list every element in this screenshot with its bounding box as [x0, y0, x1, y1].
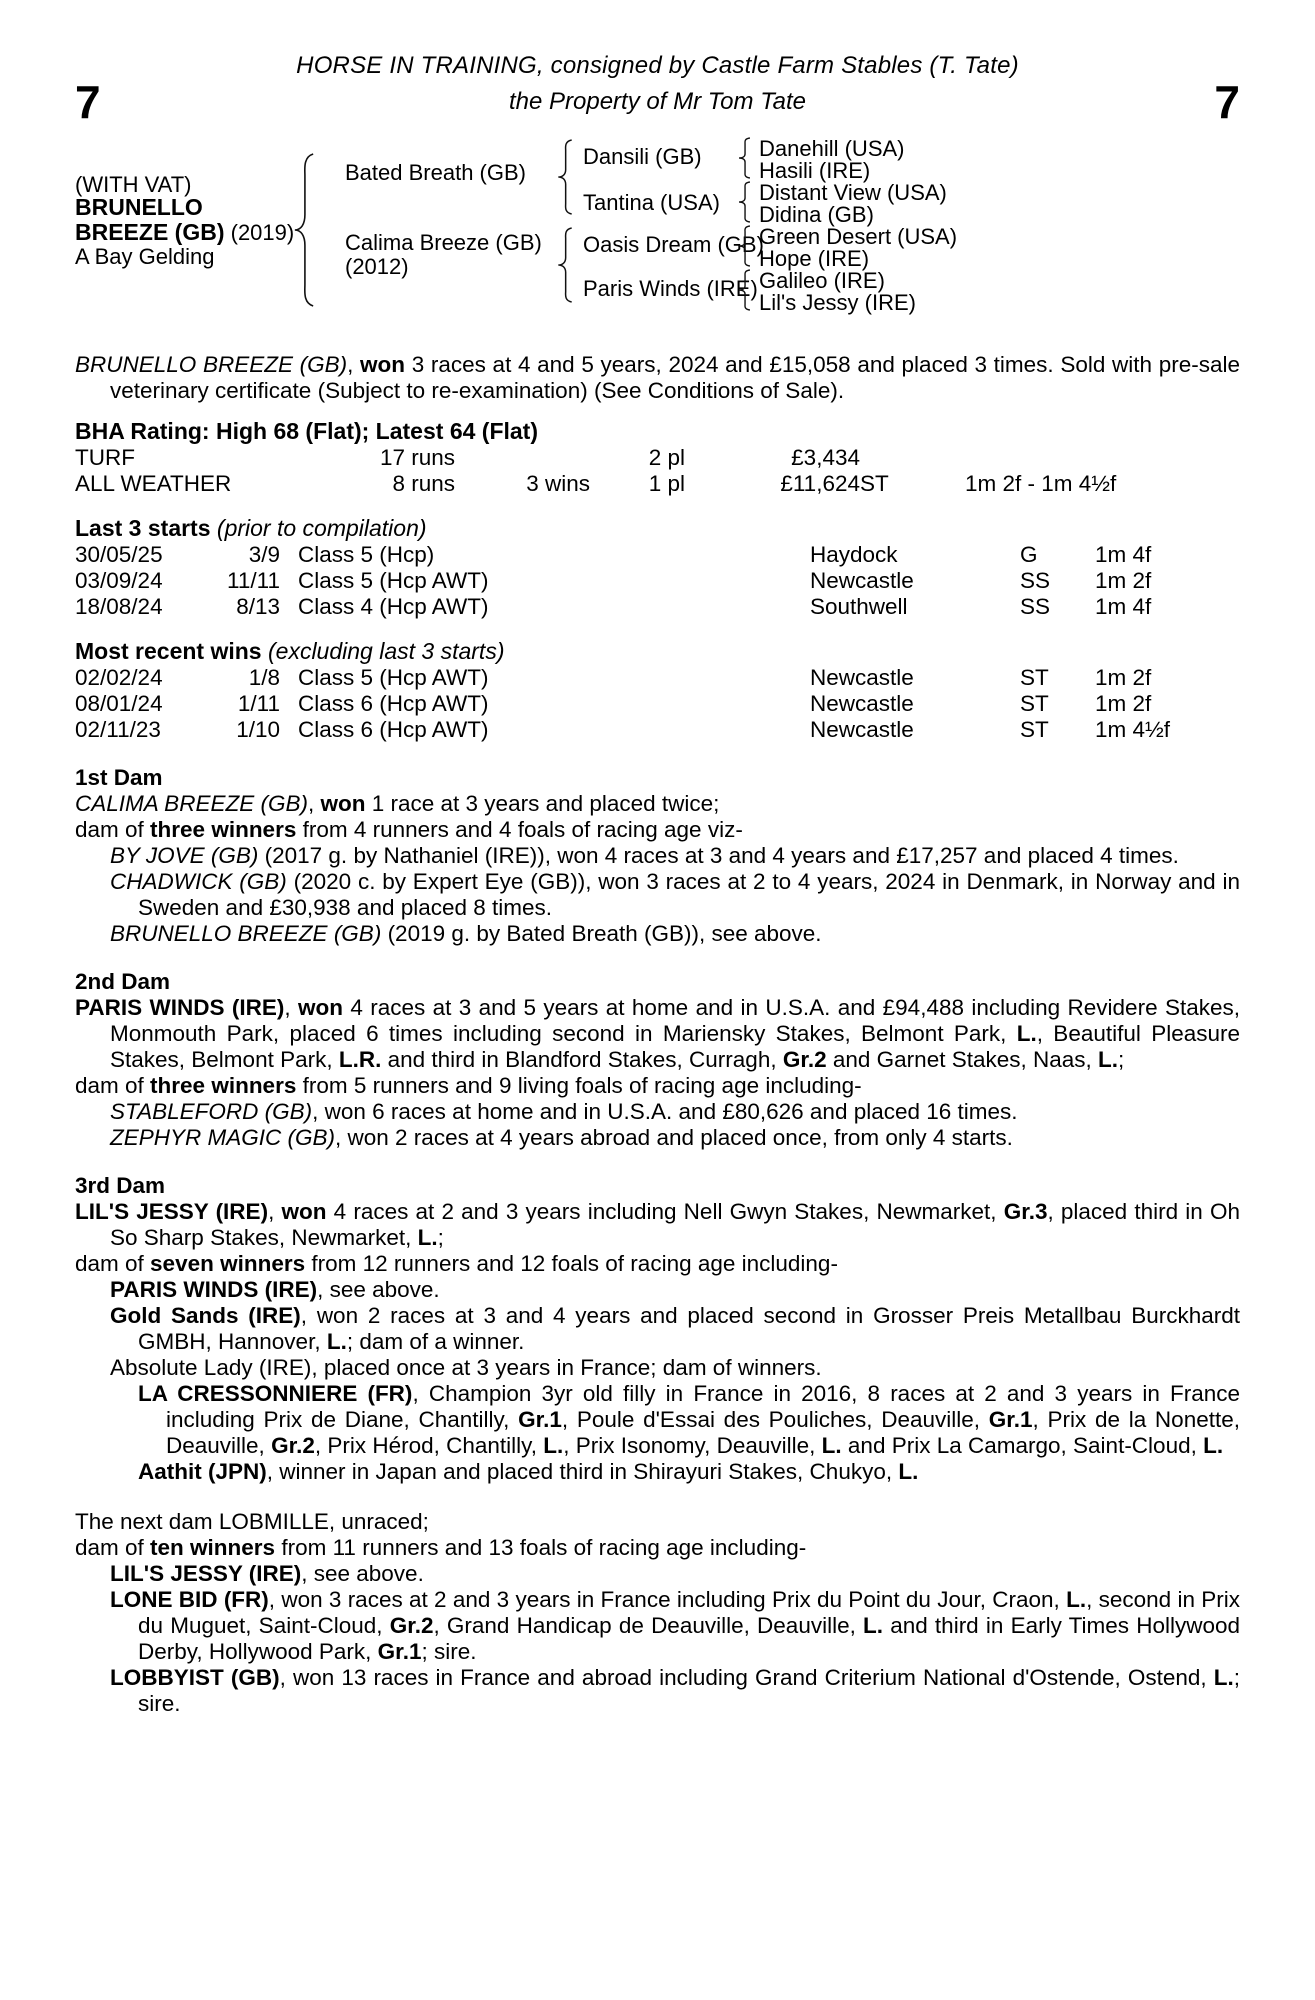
text-segment: from 12 runners and 12 foals of racing age including-: [305, 1251, 838, 1276]
race-stats-table: [75, 445, 1240, 497]
third-dam-section: [75, 1173, 1240, 1485]
text-segment: won: [297, 995, 343, 1020]
form-course: Newcastle: [810, 691, 914, 716]
form-distance: 1m 4f: [1095, 542, 1152, 567]
text-segment: Gr.1: [988, 1407, 1033, 1432]
text-segment: , Prix de la Nonette, Deauville,: [166, 1407, 1240, 1458]
horse-name: BREEZE (GB): [75, 219, 225, 245]
text-segment: 4 races at 2 and 3 years including Nell Gwyn Stakes, Newmarket,: [326, 1199, 1004, 1224]
text-segment: Gr.2: [271, 1433, 315, 1458]
consignor-line: HORSE IN TRAINING, consigned by Castle Farm Stables (T. Tate): [296, 52, 1019, 79]
pedigree-paragraph: [75, 1459, 1240, 1485]
text-segment: , Beautiful Pleasure Stakes, Belmont Park,: [110, 1021, 1240, 1072]
pedigree-paragraph: [75, 921, 1240, 947]
pedigree-paragraph: [75, 1251, 1240, 1277]
property-line: the Property of Mr Tom Tate: [508, 88, 807, 115]
text-segment: L.: [1016, 1021, 1037, 1046]
horse-description: A Bay Gelding: [75, 244, 215, 269]
text-segment: won: [281, 1199, 327, 1224]
pedigree-paragraph: [75, 1561, 1240, 1587]
text-segment: PARIS WINDS (IRE): [75, 995, 285, 1020]
pedigree-paragraph: [75, 1125, 1240, 1151]
text-segment: dam of: [75, 1535, 151, 1560]
text-segment: and Prix La Camargo, Saint-Cloud,: [841, 1433, 1204, 1458]
pedigree-paragraph: [75, 1277, 1240, 1303]
text-segment: L.R.: [338, 1047, 382, 1072]
form-course: Newcastle: [810, 568, 914, 593]
stats-placed: 1 pl: [648, 471, 685, 496]
text-segment: Gr.1: [518, 1407, 562, 1432]
text-segment: and Garnet Stakes, Naas,: [826, 1047, 1099, 1072]
first-dam-section: [75, 765, 1240, 947]
text-segment: ZEPHYR MAGIC (GB): [110, 1125, 336, 1150]
pedigree-paragraph: [75, 869, 1240, 921]
stats-placed: 2 pl: [648, 445, 685, 470]
pedigree-paragraph: [75, 1073, 1240, 1099]
text-segment: (2020 c. by Expert Eye (GB)), won 3 races at 2 to 4 years, 2024 in Denmark, in Norway and in Sweden and £30,938 and placed 8 times.: [138, 869, 1240, 920]
text-segment: , won 2 races at 3 and 4 years and placed second in Grosser Preis Metallbau Burckhardt GMBH, Hannover,: [138, 1303, 1240, 1354]
pedigree-paragraph: [75, 995, 1240, 1073]
text-segment: LIL'S JESSY (IRE): [110, 1561, 302, 1586]
text-segment: (2019 g. by Bated Breath (GB)), see above.: [381, 921, 822, 946]
text-segment: Gr.3: [1003, 1199, 1048, 1224]
text-segment: L.: [326, 1329, 347, 1354]
pedigree-name-gen3: Hope (IRE): [759, 246, 870, 271]
stats-wins: 3 wins: [526, 471, 590, 496]
pedigree-name-gen2: Oasis Dream (GB): [583, 232, 764, 257]
text-segment: L.: [417, 1225, 438, 1250]
pedigree-name-gen3: Hasili (IRE): [759, 158, 871, 183]
text-segment: ,: [284, 995, 298, 1020]
text-segment: ,: [268, 1199, 282, 1224]
text-segment: ,: [347, 352, 361, 377]
pedigree-paragraph: [75, 1381, 1240, 1459]
text-segment: Gold Sands (IRE): [110, 1303, 301, 1328]
form-course: Haydock: [810, 542, 898, 567]
form-section-title: [75, 638, 1240, 665]
pedigree-name-gen2: Paris Winds (IRE): [583, 276, 758, 301]
dam-paragraphs: [75, 995, 1240, 1151]
horse-name-line1: BRUNELLO: [75, 194, 203, 220]
form-course: Newcastle: [810, 665, 914, 690]
pedigree-name-gen3: Galileo (IRE): [759, 268, 885, 293]
intro-paragraph: [75, 352, 1240, 404]
form-class: Class 5 (Hcp AWT): [298, 665, 489, 690]
form-table: [75, 665, 1240, 743]
text-segment: Gr.2: [782, 1047, 827, 1072]
pedigree-name-gen3: Green Desert (USA): [759, 224, 958, 249]
text-segment: , placed third in Oh So Sharp Stakes, Newmarket,: [110, 1199, 1240, 1250]
pedigree-name-gen3: Didina (GB): [759, 202, 874, 227]
pedigree-paragraph: [75, 1199, 1240, 1251]
form-going: ST: [1020, 691, 1049, 716]
form-position: 1/8: [248, 665, 280, 690]
text-segment: dam of: [75, 1073, 151, 1098]
lot-number-right: 7: [1214, 76, 1240, 128]
pedigree-paragraph: [75, 791, 1240, 817]
form-position: 11/11: [227, 568, 280, 593]
next-dam-section: [75, 1509, 1240, 1717]
page-content: [75, 0, 1240, 1717]
horse-name-line2: [75, 221, 294, 244]
text-segment: L.: [543, 1433, 564, 1458]
pedigree-brace: [738, 138, 751, 178]
text-segment: PARIS WINDS (IRE): [110, 1277, 318, 1302]
pedigree-paragraph: [75, 1535, 1240, 1561]
text-segment: , Champion 3yr old filly in France in 2016, 8 races at 2 and 3 years in France including Prix de Diane, Chantilly,: [166, 1381, 1241, 1432]
text-segment: L.: [1098, 1047, 1119, 1072]
stats-earnings: £3,434: [791, 445, 860, 470]
form-position: 1/10: [236, 717, 280, 742]
pedigree-paragraph: [75, 1099, 1240, 1125]
form-distance: 1m 4f: [1095, 594, 1152, 619]
stats-wins: [455, 445, 590, 471]
pedigree-brace: [293, 154, 315, 306]
form-position: 1/11: [237, 691, 280, 716]
header-row: [75, 76, 1240, 128]
text-segment: Absolute Lady (IRE), placed once at 3 years in France; dam of winners.: [110, 1355, 822, 1380]
text-segment: and third in Early Times Hollywood Derby, Hollywood Park,: [138, 1613, 1240, 1664]
pedigree-paragraph: [75, 1303, 1240, 1355]
text-segment: LONE BID (FR): [110, 1587, 269, 1612]
text-segment: ;: [1118, 1047, 1125, 1072]
stats-going: ST: [860, 471, 889, 496]
form-position: 3/9: [248, 542, 280, 567]
text-segment: ten winners: [150, 1535, 276, 1560]
text-segment: , won 2 races at 4 years abroad and placed once, from only 4 starts.: [335, 1125, 1013, 1150]
text-segment: Gr.1: [377, 1639, 422, 1664]
text-segment: 1 race at 3 years and placed twice;: [365, 791, 720, 816]
form-class: Class 6 (Hcp AWT): [298, 717, 489, 742]
form-going: ST: [1020, 665, 1049, 690]
form-distance: 1m 2f: [1095, 665, 1152, 690]
lot-number-left: 7: [75, 76, 101, 128]
text-segment: and third in Blandford Stakes, Curragh,: [381, 1047, 783, 1072]
form-distance: 1m 2f: [1095, 568, 1152, 593]
text-segment: 3 races at 4 and 5 years, 2024 and £15,058 and placed 3 times. Sold with pre-sale veterinary certificate (Subject to re-examination) (See Conditions of Sale).: [110, 352, 1240, 403]
pedigree-paragraph: [75, 1509, 1240, 1535]
text-segment: LOBBYIST (GB): [110, 1665, 280, 1690]
text-segment: three winners: [150, 817, 297, 842]
pedigree-paragraph: [75, 817, 1240, 843]
form-going: SS: [1020, 568, 1051, 593]
form-date: 03/09/24: [75, 568, 163, 593]
text-segment: The next dam LOBMILLE, unraced;: [75, 1509, 429, 1534]
dam-paragraphs: [75, 1509, 1240, 1717]
sire-name: Bated Breath (GB): [345, 160, 526, 185]
stats-label: ALL WEATHER: [75, 471, 232, 496]
text-segment: , won 13 races in France and abroad including Grand Criterium National d'Ostende, Ostend,: [279, 1665, 1214, 1690]
text-segment: ; sire.: [138, 1665, 1240, 1716]
last-3-starts-section: [75, 515, 1240, 620]
most-recent-wins-section: [75, 638, 1240, 743]
form-position: 8/13: [236, 594, 280, 619]
form-class: Class 4 (Hcp AWT): [298, 594, 489, 619]
form-going: ST: [1020, 717, 1049, 742]
text-segment: CALIMA BREEZE (GB): [75, 791, 308, 816]
text-segment: LIL'S JESSY (IRE): [75, 1199, 269, 1224]
form-date: 18/08/24: [75, 594, 163, 619]
pedigree-paragraph: [75, 843, 1240, 869]
text-segment: from 5 runners and 9 living foals of racing age including-: [296, 1073, 862, 1098]
form-distance: 1m 4½f: [1095, 717, 1171, 742]
bha-rating-section: [75, 418, 1240, 497]
horse-year: (2019): [230, 220, 295, 245]
stats-runs: 8 runs: [392, 471, 455, 496]
form-going: G: [1020, 542, 1038, 567]
second-dam-section: [75, 969, 1240, 1151]
text-segment: STABLEFORD (GB): [110, 1099, 313, 1124]
form-date: 02/11/23: [75, 717, 161, 742]
text-segment: , winner in Japan and placed third in Shirayuri Stakes, Chukyo,: [266, 1459, 899, 1484]
pedigree-name-gen2: Tantina (USA): [583, 190, 720, 215]
text-segment: from 11 runners and 13 foals of racing age including-: [275, 1535, 807, 1560]
text-segment: , second in Prix du Muguet, Saint-Cloud,: [138, 1587, 1240, 1638]
page-header: [75, 0, 1240, 128]
text-segment: Gr.2: [389, 1613, 434, 1638]
stats-earnings: £11,624: [780, 471, 860, 496]
pedigree-tree: [75, 138, 1240, 326]
form-class: Class 5 (Hcp): [298, 542, 435, 567]
form-date: 02/02/24: [75, 665, 163, 690]
pedigree-name-gen3: Distant View (USA): [759, 180, 947, 205]
text-segment: , Prix Isonomy, Deauville,: [563, 1433, 822, 1458]
text-segment: won: [320, 791, 366, 816]
pedigree-paragraph: [75, 1665, 1240, 1717]
text-segment: dam of: [75, 1251, 151, 1276]
dam-name: Calima Breeze (GB): [345, 230, 542, 255]
text-segment: L.: [1203, 1433, 1224, 1458]
text-segment: L.: [898, 1459, 919, 1484]
text-segment: 4 races at 3 and 5 years at home and in U.S.A. and £94,488 including Revidere Stakes, Monmouth Park, placed 6 times including second in Mariensky Stakes, Belmont Park,: [110, 995, 1240, 1046]
stats-going: [860, 445, 965, 471]
text-segment: BRUNELLO BREEZE (GB): [75, 352, 348, 377]
text-segment: , see above.: [317, 1277, 440, 1302]
text-segment: ,: [307, 791, 321, 816]
form-date: 30/05/25: [75, 542, 163, 567]
form-title-text: Last 3 starts: [75, 515, 211, 541]
pedigree-brace: [738, 226, 751, 266]
form-class: Class 5 (Hcp AWT): [298, 568, 489, 593]
form-title-text: Most recent wins: [75, 638, 262, 664]
text-segment: BY JOVE (GB): [110, 843, 259, 868]
text-segment: ;: [437, 1225, 444, 1250]
text-segment: , won 3 races at 2 and 3 years in France including Prix du Point du Jour, Craon,: [268, 1587, 1067, 1612]
stats-distance: [965, 445, 1240, 471]
text-segment: BRUNELLO BREEZE (GB): [110, 921, 382, 946]
form-table: [75, 542, 1240, 620]
text-segment: (2017 g. by Nathaniel (IRE)), won 4 races at 3 and 4 years and £17,257 and placed 4 times.: [258, 843, 1179, 868]
text-segment: ; sire.: [421, 1639, 477, 1664]
text-segment: L.: [1066, 1587, 1087, 1612]
dam-heading: 2nd Dam: [75, 969, 171, 994]
form-title-note: (excluding last 3 starts): [268, 638, 505, 664]
text-segment: Aathit (JPN): [138, 1459, 267, 1484]
form-title-note: (prior to compilation): [216, 515, 427, 541]
text-segment: , won 6 races at home and in U.S.A. and £80,626 and placed 16 times.: [312, 1099, 1018, 1124]
text-segment: three winners: [150, 1073, 297, 1098]
form-section-title: [75, 515, 1240, 542]
bha-rating-heading: BHA Rating: High 68 (Flat); Latest 64 (Flat): [75, 418, 538, 444]
text-segment: ; dam of a winner.: [346, 1329, 525, 1354]
form-course: Newcastle: [810, 717, 914, 742]
text-segment: seven winners: [150, 1251, 306, 1276]
dam-paragraphs: [75, 791, 1240, 947]
pedigree-brace: [557, 140, 573, 214]
pedigree-name-gen3: Danehill (USA): [759, 136, 905, 161]
pedigree-name-gen3: Lil's Jessy (IRE): [759, 290, 916, 315]
pedigree-paragraph: [75, 1587, 1240, 1665]
stats-distance: 1m 2f - 1m 4½f: [965, 471, 1117, 496]
text-segment: CHADWICK (GB): [110, 869, 287, 894]
stats-label: TURF: [75, 445, 135, 470]
form-going: SS: [1020, 594, 1051, 619]
pedigree-brace: [738, 182, 751, 222]
text-segment: LA CRESSONNIERE (FR): [138, 1381, 413, 1406]
text-segment: , see above.: [301, 1561, 424, 1586]
form-distance: 1m 2f: [1095, 691, 1152, 716]
stats-runs: 17 runs: [379, 445, 455, 470]
form-class: Class 6 (Hcp AWT): [298, 691, 489, 716]
pedigree-name-gen2: Dansili (GB): [583, 144, 702, 169]
dam-paragraphs: [75, 1199, 1240, 1485]
dam-heading: 1st Dam: [75, 765, 163, 790]
pedigree-brace: [738, 270, 751, 310]
dam-heading: 3rd Dam: [75, 1173, 166, 1198]
text-segment: , Grand Handicap de Deauville, Deauville,: [433, 1613, 864, 1638]
text-segment: L.: [821, 1433, 842, 1458]
text-segment: dam of: [75, 817, 151, 842]
form-course: Southwell: [810, 594, 908, 619]
text-segment: L.: [1213, 1665, 1234, 1690]
with-vat-note: (WITH VAT): [75, 172, 192, 197]
text-segment: L.: [863, 1613, 884, 1638]
dam-year: (2012): [345, 254, 409, 279]
text-segment: , Prix Hérod, Chantilly,: [314, 1433, 544, 1458]
text-segment: from 4 runners and 4 foals of racing age viz-: [296, 817, 743, 842]
form-date: 08/01/24: [75, 691, 163, 716]
text-segment: won: [360, 352, 406, 377]
pedigree-brace: [557, 228, 573, 302]
text-segment: , Poule d'Essai des Pouliches, Deauville,: [561, 1407, 989, 1432]
pedigree-paragraph: [75, 1355, 1240, 1381]
